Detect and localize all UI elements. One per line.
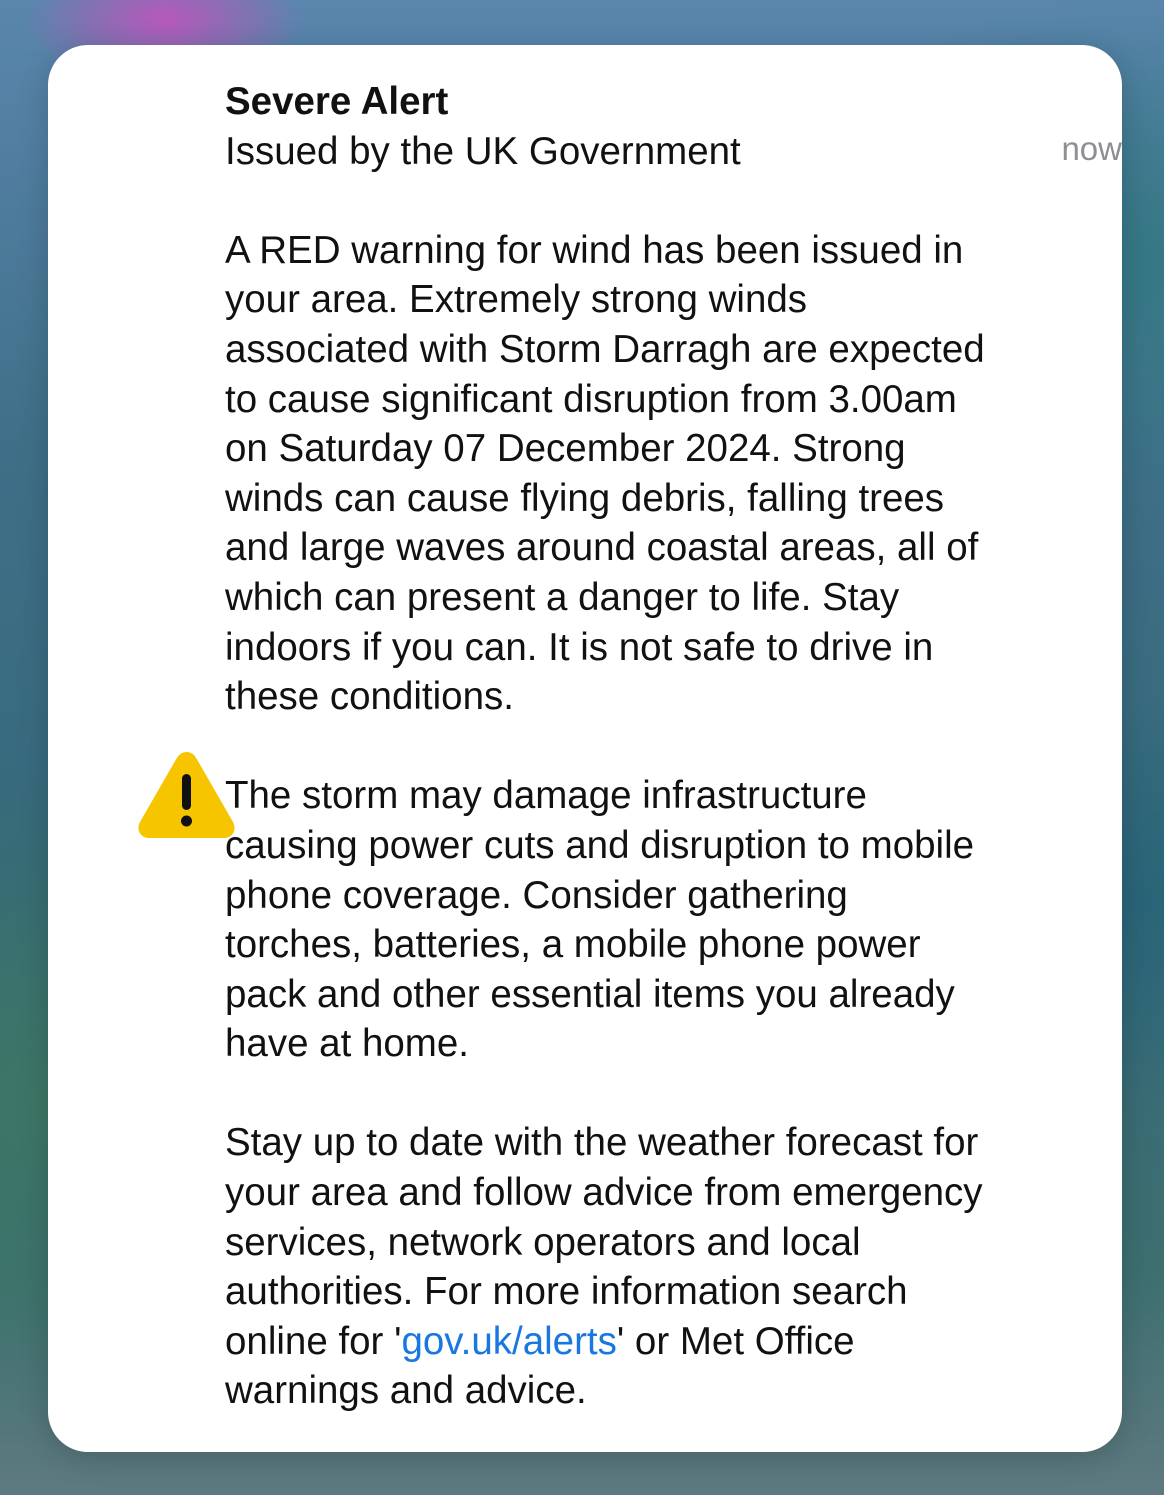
body-line: Stay up to date with the weather forecast for bbox=[225, 1121, 979, 1165]
warning-triangle-icon bbox=[136, 748, 237, 842]
alert-paragraph-2 bbox=[225, 771, 1100, 1069]
body-line: your area. Extremely strong winds bbox=[225, 278, 808, 322]
link-suffix-text: ' or Met Office bbox=[616, 1319, 855, 1363]
gov-uk-alerts-link[interactable]: gov.uk/alerts bbox=[401, 1319, 617, 1363]
alert-paragraph-3 bbox=[225, 1118, 1100, 1416]
body-line: on Saturday 07 December 2024. Strong bbox=[225, 427, 906, 471]
body-line: and large waves around coastal areas, all of bbox=[225, 526, 979, 570]
body-line: to cause significant disruption from 3.00am bbox=[225, 377, 957, 421]
body-line: authorities. For more information search bbox=[225, 1270, 908, 1314]
body-line: your area and follow advice from emergency bbox=[225, 1171, 983, 1215]
body-line: causing power cuts and disruption to mobile bbox=[225, 823, 975, 867]
body-line: these conditions. bbox=[225, 675, 514, 719]
body-line: warnings and advice. bbox=[225, 1369, 587, 1413]
alert-subtitle: Issued by the UK Government bbox=[225, 129, 741, 173]
body-line: pack and other essential items you already bbox=[225, 972, 955, 1016]
body-line: A RED warning for wind has been issued in bbox=[225, 228, 964, 272]
paragraph-gap bbox=[225, 1069, 1100, 1119]
body-line: services, network operators and local bbox=[225, 1220, 861, 1264]
body-line: associated with Storm Darragh are expected bbox=[225, 327, 985, 371]
alert-paragraph-1 bbox=[225, 226, 1100, 722]
body-line-with-link bbox=[225, 1317, 1100, 1367]
body-line: The storm may damage infrastructure bbox=[225, 774, 867, 818]
body-line: have at home. bbox=[225, 1022, 469, 1066]
body-line: which can present a danger to life. Stay bbox=[225, 575, 900, 619]
paragraph-gap bbox=[225, 722, 1100, 772]
alert-title: Severe Alert bbox=[225, 80, 449, 123]
body-line: torches, batteries, a mobile phone power bbox=[225, 923, 921, 967]
body-line: winds can cause flying debris, falling trees bbox=[225, 476, 945, 520]
notification-timestamp: now bbox=[1061, 130, 1122, 167]
body-line: phone coverage. Consider gathering bbox=[225, 873, 848, 917]
link-prefix-text: online for ' bbox=[225, 1319, 402, 1363]
body-line: indoors if you can. It is not safe to drive in bbox=[225, 625, 934, 669]
alert-content bbox=[225, 77, 1100, 1416]
